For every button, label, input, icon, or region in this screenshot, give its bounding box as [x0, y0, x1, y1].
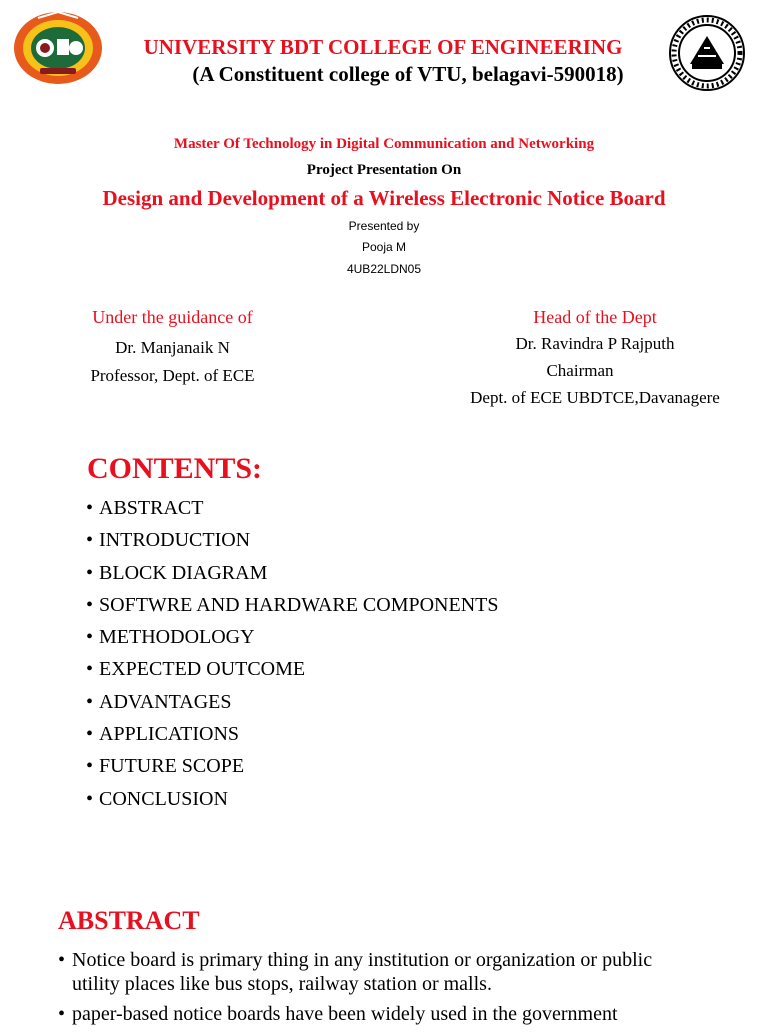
contents-item-conclusion: • CONCLUSION: [86, 785, 499, 817]
college-emblem-icon: [10, 8, 106, 86]
hod-designation: Chairman: [546, 361, 614, 380]
hod-department: Dept. of ECE UBDTCE,Davanagere: [470, 388, 720, 407]
guide-designation: Professor, Dept. of ECE: [90, 366, 255, 385]
hod-name: Dr. Ravindra P Rajputh: [515, 334, 675, 353]
contents-item-future-scope: • FUTURE SCOPE: [86, 752, 499, 784]
contents-item-components: • SOFTWRE AND HARDWARE COMPONENTS: [86, 591, 499, 623]
contents-item-introduction: • INTRODUCTION: [86, 526, 499, 558]
contents-item-abstract: • ABSTRACT: [86, 494, 499, 526]
project-presentation-label: Project Presentation On: [306, 162, 462, 178]
contents-list: [86, 494, 499, 817]
abstract-body: [58, 948, 698, 1032]
contents-item-expected-outcome: • EXPECTED OUTCOME: [86, 655, 499, 687]
guide-name: Dr. Manjanaik N: [115, 338, 230, 357]
abstract-heading: ABSTRACT: [58, 906, 200, 935]
presenter-name: Pooja M: [361, 240, 407, 254]
project-title: Design and Development of a Wireless Electronic Notice Board: [102, 186, 666, 210]
abstract-point: • paper-based notice boards have been widely used in the government: [58, 1002, 698, 1026]
guide-heading: Under the guidance of: [92, 307, 253, 327]
hod-heading: Head of the Dept: [533, 307, 657, 327]
university-title: UNIVERSITY BDT COLLEGE OF ENGINEERING: [143, 35, 623, 59]
contents-item-advantages: • ADVANTAGES: [86, 688, 499, 720]
contents-heading: CONTENTS:: [87, 452, 263, 485]
program-name: Master Of Technology in Digital Communication and Networking: [173, 136, 595, 152]
university-subtitle: (A Constituent college of VTU, belagavi-590018): [192, 62, 624, 86]
presenter-id: 4UB22LDN05: [346, 262, 422, 276]
abstract-point: • Notice board is primary thing in any institution or organization or public utility places like bus stops, railway station or malls.: [58, 948, 698, 996]
contents-item-applications: • APPLICATIONS: [86, 720, 499, 752]
contents-item-block-diagram: • BLOCK DIAGRAM: [86, 559, 499, 591]
contents-item-methodology: • METHODOLOGY: [86, 623, 499, 655]
presented-by-label: Presented by: [348, 219, 420, 233]
